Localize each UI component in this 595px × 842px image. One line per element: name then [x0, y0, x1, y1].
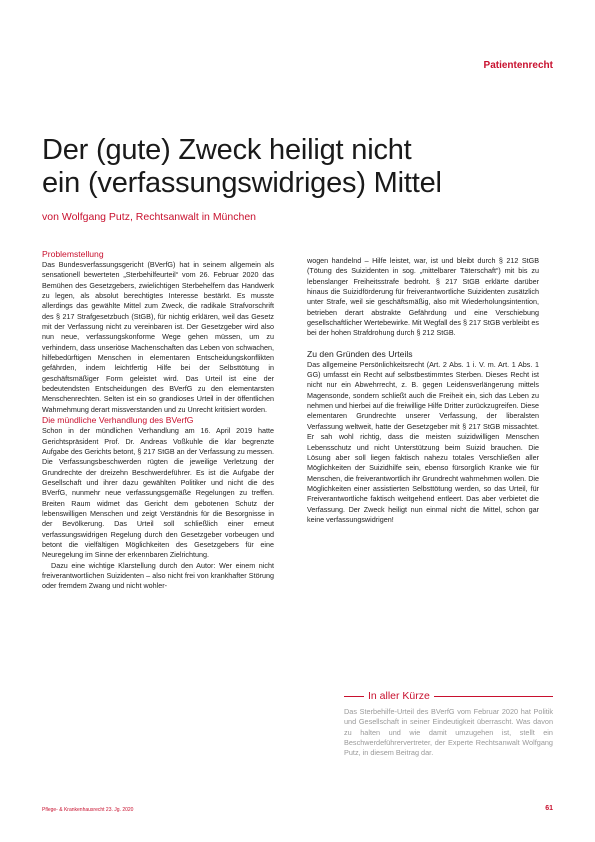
paragraph-klarstellung: Dazu eine wichtige Klarstellung durch den Autor: Wer einem nicht freiverantwortlichen Suizidenten – also nicht frei von krankhafter Störung oder fremdem Zwang und nicht wohler-: [42, 560, 274, 591]
heading-problemstellung: Problemstellung: [42, 249, 104, 259]
right-column: [307, 256, 539, 525]
title-line-2: ein (verfassungswidriges) Mittel: [42, 167, 442, 199]
paragraph-continuation: wogen handelnd – Hilfe leistet, war, ist und bleibt durch § 212 StGB (Tötung des Suizidenten in sog. „mittelbarer Täterschaft“) mit bis zu lebenslanger Freiheitsstrafe bedroht. § 217 StGB erklärte darüber hinaus die Suizidförderung für freiverantwortliche Suizidenten zusätzlich unter Strafe, weil sie geschäftsmäßig, also mit Wiederholungsintention, betrieben derart abstrakte Gefährdung und eine Verschiebung gesellschaftlicher Wertebewirke. Mit Wegfall des § 217 StGB verbleibt es bei der hohen Strafdrohung durch § 212 StGB.: [307, 256, 539, 338]
heading-muendliche-verhandlung: Die mündliche Verhandlung des BVerfG: [42, 415, 194, 426]
rule-left: [344, 696, 364, 697]
heading-gruende: Zu den Gründen des Urteils: [307, 348, 413, 359]
in-kuerze-text: Das Sterbehilfe-Urteil des BVerfG vom Februar 2020 hat Politik und Gesellschaft in seiner Eindeutigkeit überrascht. Was davon zu halten und wie damit umzugehen ist, stellt ein Beschwerdeführervertreter, der Experte Rechtsanwalt Wolfgang Putz, in diesem Beitrag dar.: [344, 707, 553, 758]
byline: von Wolfgang Putz, Rechtsanwalt in München: [42, 211, 257, 223]
paragraph-gruende: Das allgemeine Persönlichkeitsrecht (Art. 2 Abs. 1 i. V. m. Art. 1 Abs. 1 GG) umfasst ein Recht auf selbstbestimmtes Sterben. Dieses Recht ist nicht nur ein Abwehrrecht, z. B. gegen Leidensverlängerung mittels Magensonde, sondern schließt auch die Freiheit ein, sich das Leben zu nehmen und hierbei auf die freiwillige Hilfe Dritter zurückzugreifen. Diese elementaren Grundrechte unserer Verfassung, der liberalsten Verfassung weltweit, hatte der Gesetzgeber mit § 217 StGB missachtet. Er sah wohl richtig, dass die meisten suizidwilligen Menschen Lebensschutz und nicht Unterstützung beim Suizid brauchen. Die Lösung aber soll liegen faktisch nahezu totales Verschließen aller Möglichkeiten der Suizidhilfe sein, ebenso fürsorglich Kranke wie für Menschen, die freiverantwortlich ihr Grundrecht wahrnehmen wollen. Die Möglichkeiten einer assistierten Selbsttötung werden, so das Urteil, für Freiverantwortliche faktisch weitgehend entleert. Das aber verbietet die Verfassung. Der Zweck heiligt nun einmal nicht die Mittel, schon gar keine verfassungswidrigen!: [307, 359, 539, 524]
left-column: [42, 249, 274, 592]
page-number: 61: [545, 805, 553, 812]
title-line-1: Der (gute) Zweck heiligt nicht: [42, 134, 412, 166]
paragraph-gap: [307, 339, 539, 349]
in-kuerze-box: [344, 689, 553, 758]
in-kuerze-heading: In aller Kürze: [368, 690, 430, 702]
paragraph-problemstellung: Das Bundesverfassungsgericht (BVerfG) hat in seinem allgemein als sensationell bewerteten „Sterbehilfeurteil“ vom 26. Februar 2020 das Bemühen des Gesetzgebers, zwielichtigen Sterbehelfern das Handwerk zu legen, als absolut berechtigtes Interesse bestärkt. Es musste allerdings das gewählte Mittel zum Zweck, die radikale Strafvorschrift des § 217 Strafgesetzbuch (StGB), für nichtig erklären, weil das Gesetz mit der Verfassung nicht zu vereinbaren ist. Der Gesetzgeber wird also nun neue, verfassungskonforme Wege gehen müssen, um zu verhindern, dass unseriöse Machenschaften das Leben von schwachen, hilfebedürftigen Menschen in elementaren Entscheidungskonflikten gefährden, indem leichtfertig Hilfe bei der Selbsttötung in geschäftsmäßiger Form geleistet wird. Das Urteil ist eine der bedeutendsten Entscheidungen des BVerfG zu den elementarsten Menschenrechten. Selten ist ein so grandioses Urteil in der öffentlichen Wahrnehmung derart missverstanden und zu Unrecht kritisiert worden.: [42, 260, 274, 414]
paragraph-muendliche-verhandlung: Schon in der mündlichen Verhandlung am 16. April 2019 hatte Gerichtspräsident Prof. Dr. Andreas Voßkuhle die klar begrenzte Aufgabe des Gerichts betont, § 217 StGB an der Verfassung zu messen. Die Verfassungsbeschwerden rügten die jeweilige Verletzung der Grundrechte der dreizehn Beschwerdeführer. Es ist die Aufgabe der Gesellschaft und ihrer dazu gewählten Politiker und nicht die des BVerfG, nunmehr neue verfassungsgemäße Regelungen zu treffen. Breiten Raum widmet das Gericht dem gebotenen Schutz der lebenswilligen Menschen und zeigt Verständnis für die Besorgnisse in der Bevölkerung. Das Urteil soll schließlich einer erneut verfassungswidrigen Regelung durch den Gesetzgeber vorbeugen und betont die vielfältigen Möglichkeiten des Gesetzgebers für eine Neuregelung im Sinne der erkennbaren Zielrichtung.: [42, 426, 274, 560]
section-label: Patientenrecht: [483, 60, 553, 71]
article-title: [42, 134, 542, 200]
rule-right: [434, 696, 553, 697]
in-kuerze-header: [344, 689, 553, 703]
footer-publication: Pflege- & Krankenhausrecht 23. Jg. 2020: [42, 807, 134, 813]
